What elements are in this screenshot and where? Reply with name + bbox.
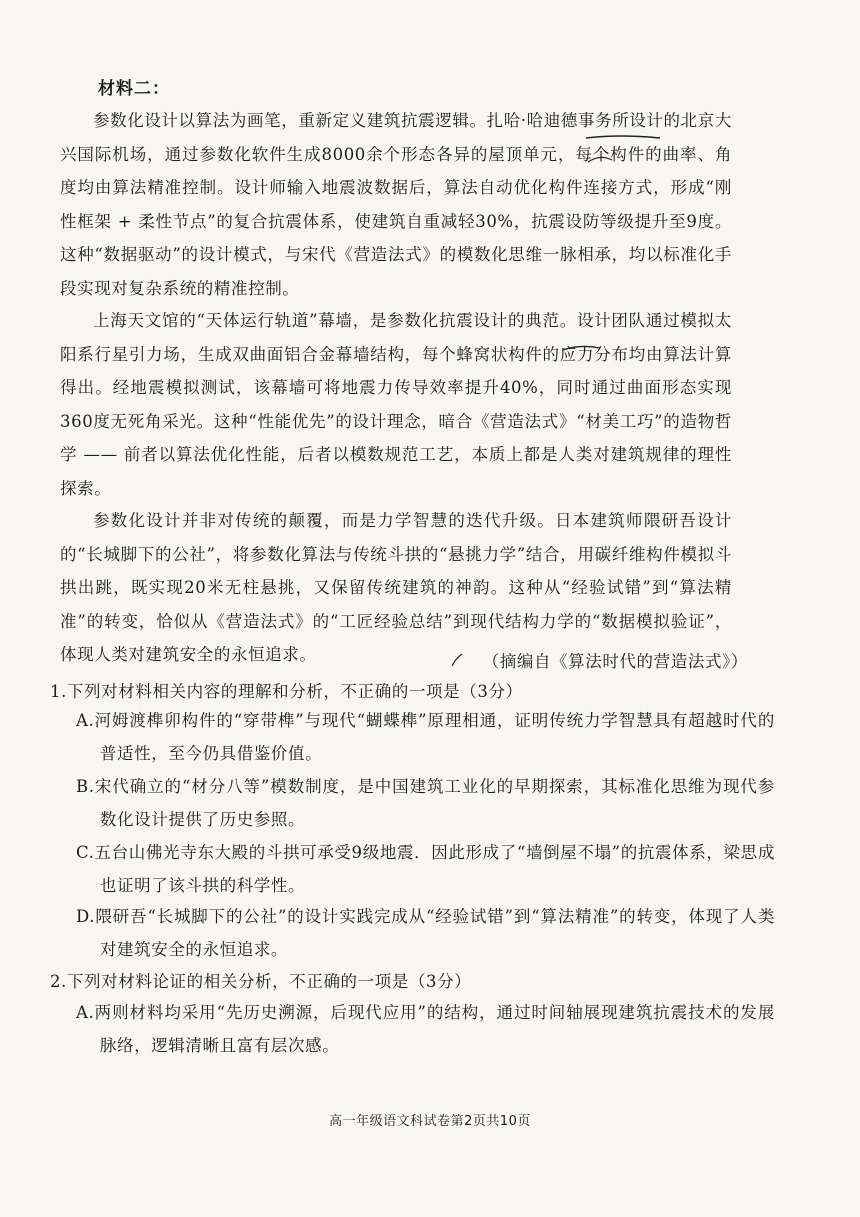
question-1-stem: 1.下列对材料相关内容的理解和分析，不正确的一项是（3分） — [50, 682, 523, 701]
material-paragraph-2: 上海天文馆的“天体运行轨道”幕墙，是参数化抗震设计的典范。设计团队通过模拟太阳系行星引力场，生成双曲面铝合金幕墙结构，每个蜂窝状构件的应力分布均由算法计算得出。经地震模拟测试，该幕墙可将地震力传导效率提升40%，同时通过曲面形态实现360度无死角采光。这种“性能优先”的设计理念，暗合《营造法式》“材美工巧”的造物哲学 —— 前者以算法优化性能，后者以模数规范工艺，本质上都是人类对建筑规律的理性探索。 — [60, 311, 732, 498]
question-1-option-d: D.隈研吾“长城脚下的公社”的设计实践完成从“经验试错”到“算法精准”的转变，体现了人类对建筑安全的永恒追求。 — [76, 907, 775, 959]
material-paragraph-3: 参数化设计并非对传统的颠覆，而是力学智慧的迭代升级。日本建筑师隈研吾设计的“长城脚下的公社”，将参数化算法与传统斗拱的“悬挑力学”结合，用碳纤维构件模拟斗拱出跳，既实现20米无柱悬挑，又保留传统建筑的神韵。这种从“经验试错”到“算法精准”的转变，恰似从《营造法式》的“工匠经验总结”到现代结构力学的“数据模拟验证”，体现人类对建筑安全的永恒追求。 — [60, 511, 732, 664]
question-2-stem: 2.下列对材料论证的相关分析，不正确的一项是（3分） — [50, 972, 472, 991]
question-1-option-b: B.宋代确立的“材分八等”模数制度，是中国建筑工业化的早期探索，其标准化思维为现代参数化设计提供了历史参照。 — [76, 777, 775, 829]
page-footer: 高一年级语文科试卷第2页共10页 — [329, 1114, 531, 1129]
material-heading: 材料二： — [98, 79, 170, 99]
question-2-option-a: A.两则材料均采用“先历史溯源，后现代应用”的结构，通过时间轴展现建筑抗震技术的发展脉络，逻辑清晰且富有层次感。 — [76, 1003, 775, 1055]
question-1-option-c: C.五台山佛光寺东大殿的斗拱可承受9级地震．因此形成了“墙倒屋不塌”的抗震体系，梁思成也证明了该斗拱的科学性。 — [76, 843, 775, 895]
question-1-option-a: A.河姆渡榫卯构件的“穿带榫”与现代“蝴蝶榫”原理相通，证明传统力学智慧具有超越时代的普适性，至今仍具借鉴价值。 — [76, 711, 775, 763]
material-paragraph-1: 参数化设计以算法为画笔，重新定义建筑抗震逻辑。扎哈·哈迪德事务所设计的北京大兴国际机场，通过参数化软件生成8000余个形态各异的屋顶单元，每个构件的曲率、角度均由算法精准控制。设计师输入地震波数据后，算法自动优化构件连接方式，形成“刚性框架 + 柔性节点”的复合抗震体系，使建筑自重减轻30%，抗震设防等级提升至9度。这种“数据驱动”的设计模式，与宋代《营造法式》的模数化思维一脉相承，均以标准化手段实现对复杂系统的精准控制。 — [60, 111, 732, 298]
material-source: （摘编自《算法时代的营造法式》） — [482, 652, 748, 671]
